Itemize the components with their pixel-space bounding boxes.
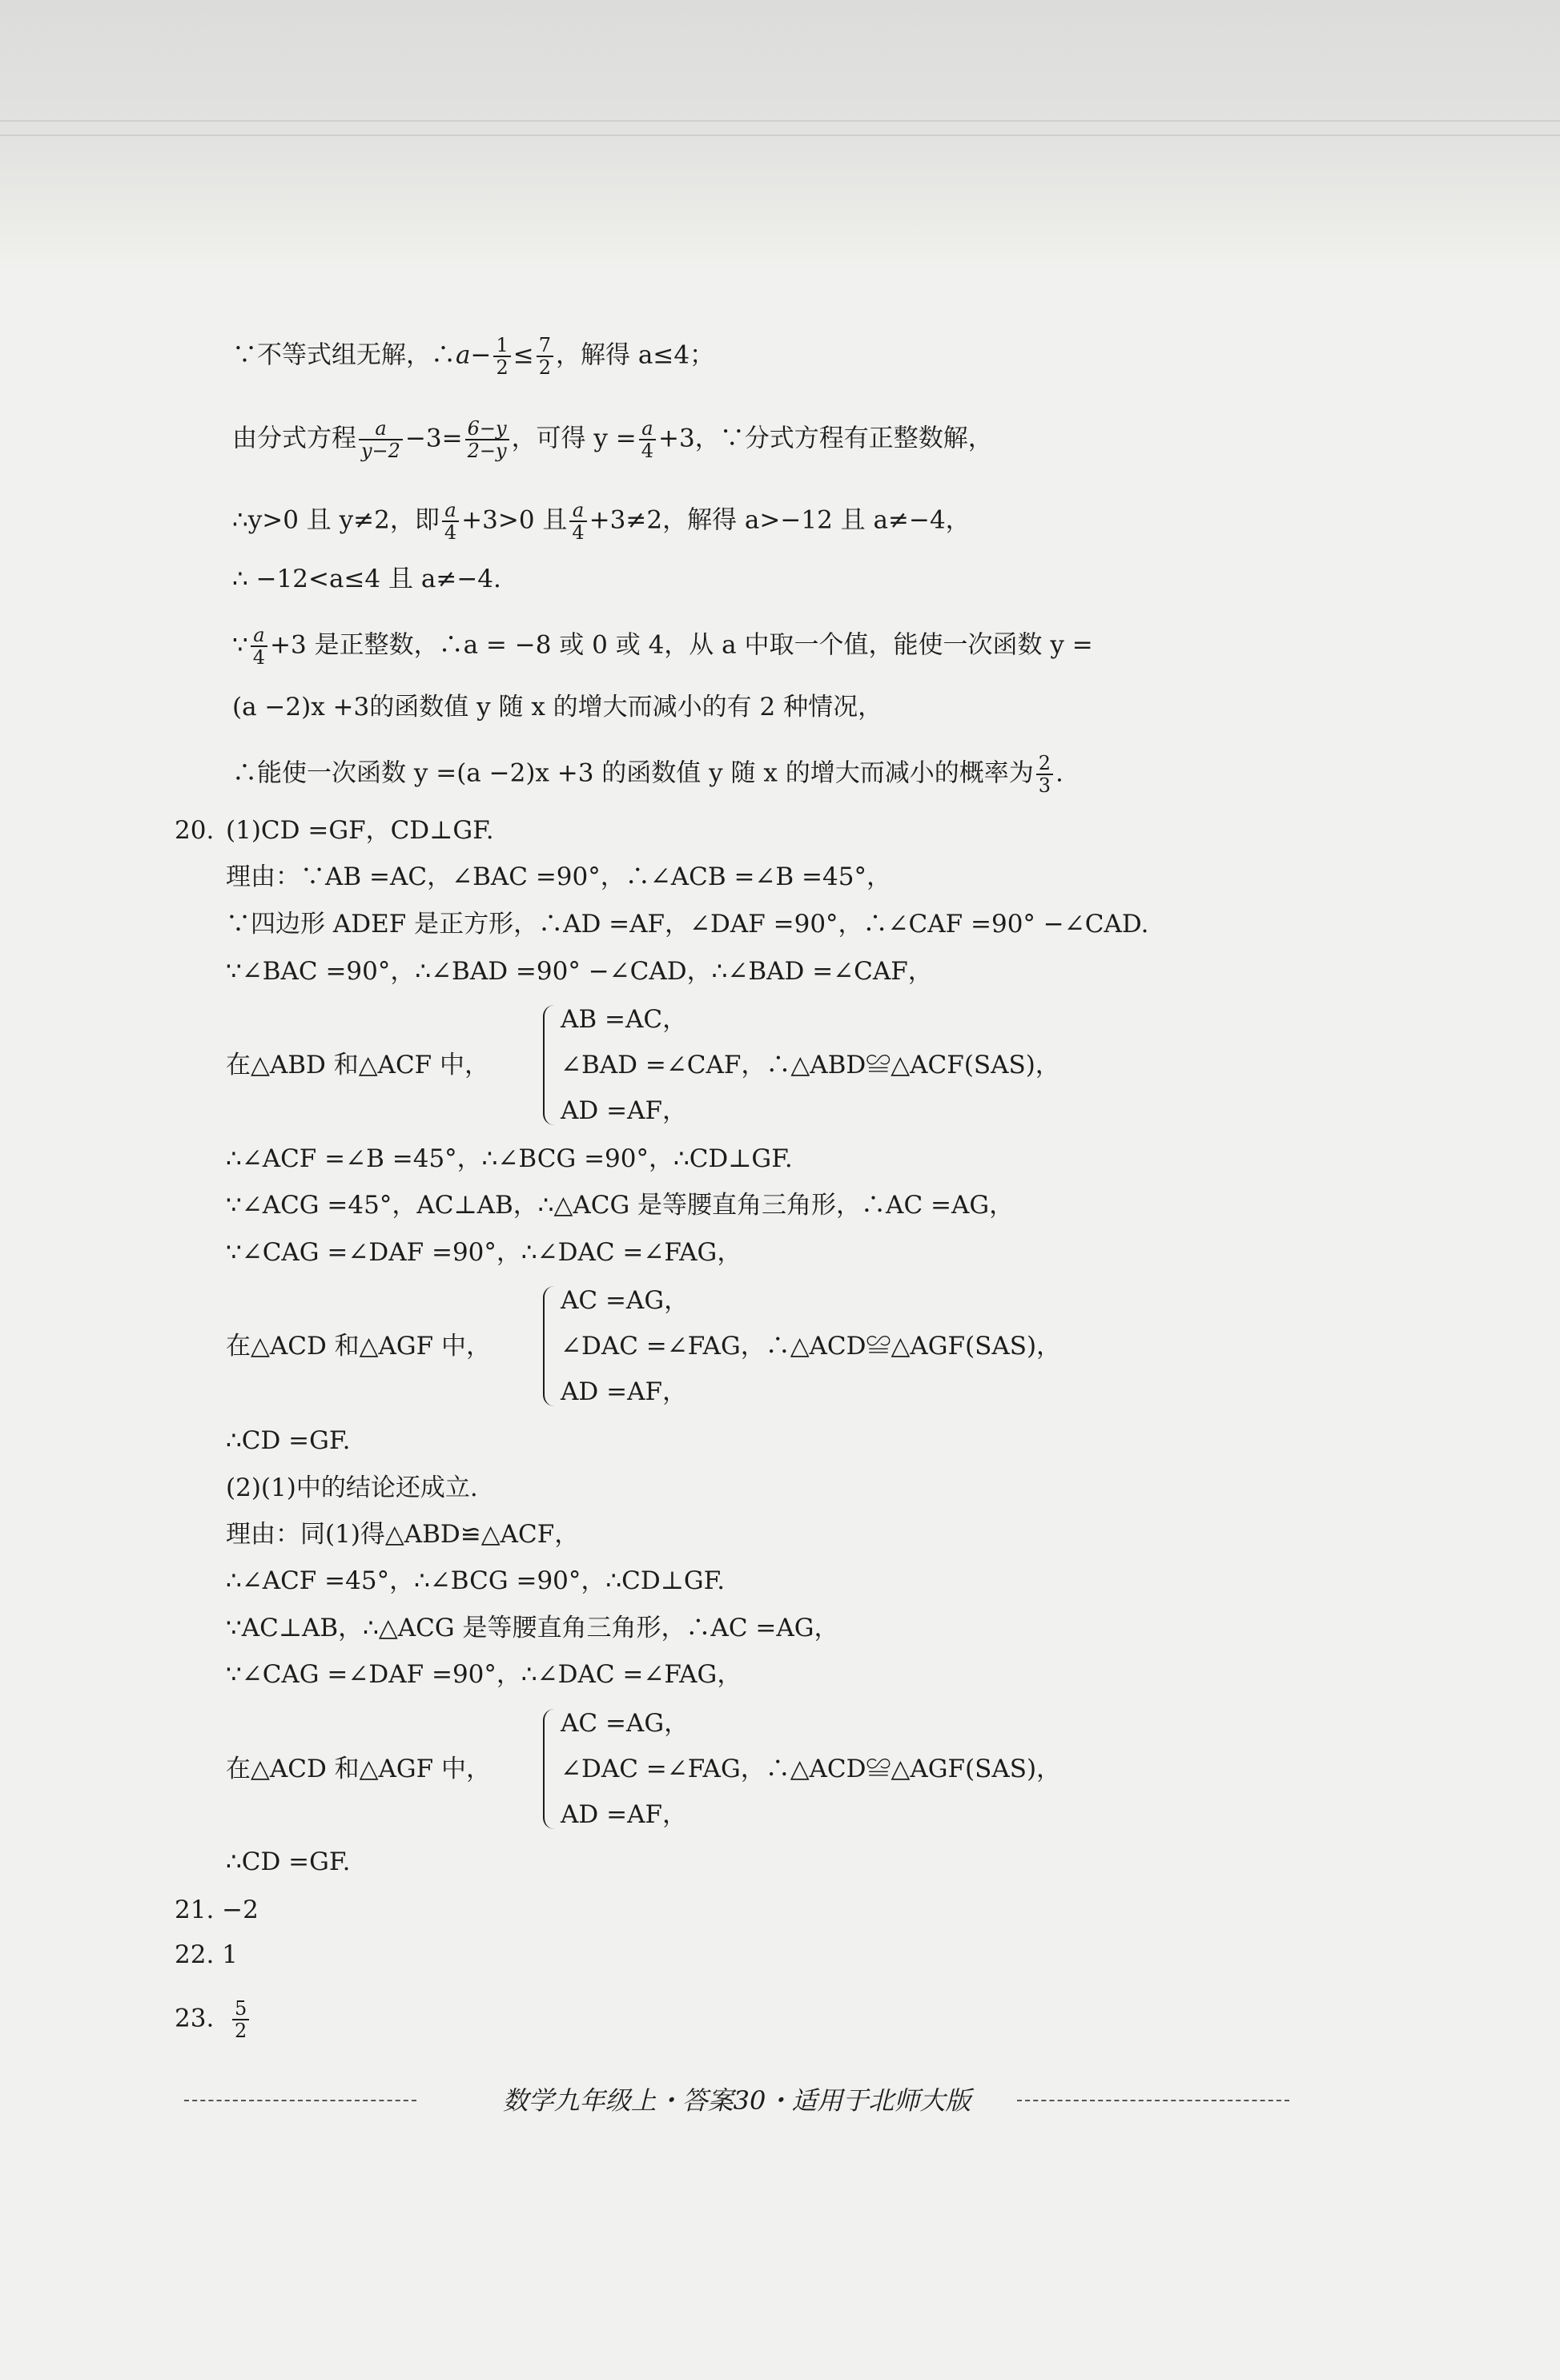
faint-rule [0, 120, 1560, 122]
answer-line-1 [232, 334, 715, 379]
answer-line-2 [232, 417, 993, 462]
answer-22: 22. 1 [175, 1940, 238, 1969]
system-row: ∠DAC =∠FAG，∴△ACD≌△AGF(SAS)， [561, 1332, 1062, 1361]
answer-line-5 [232, 624, 1093, 669]
fraction-numerator: 1 [493, 335, 510, 357]
footer-text-wrapper [184, 2082, 1289, 2119]
faint-rule [0, 135, 1560, 136]
fraction [569, 500, 586, 543]
q20-line: ∵∠ACG =45°，AC⊥AB，∴△ACG 是等腰直角三角形，∴AC =AG， [226, 1191, 1015, 1220]
text: 由分式方程 [232, 424, 356, 453]
text: −3= [404, 424, 463, 453]
fraction-numerator: 6−y [465, 418, 509, 440]
answer-line-6: (a −2)x +3的函数值 y 随 x 的增大而减小的有 2 种情况， [232, 693, 883, 722]
fraction [359, 418, 403, 461]
answer-line-7 [232, 752, 1063, 797]
system-row: AB =AC， [561, 1005, 688, 1034]
system-row: ∠DAC =∠FAG，∴△ACD≌△AGF(SAS)， [561, 1755, 1062, 1783]
system-row: ∠BAD =∠CAF，∴△ABD≌△ACF(SAS)， [561, 1051, 1060, 1079]
text: +3 是正整数，∴a = −8 或 0 或 4，从 a 中取一个值，能使一次函数 y = [270, 630, 1093, 660]
q20-line: (2)(1)中的结论还成立. [226, 1473, 478, 1502]
text: +3，∵分式方程有正整数解， [658, 424, 993, 453]
system-row: AC =AG， [561, 1709, 690, 1738]
fraction-numerator: a [639, 418, 656, 440]
fraction-denominator: 4 [641, 440, 654, 462]
fraction [232, 1998, 249, 2041]
q20-line: 理由：同(1)得△ABD≌△ACF， [226, 1520, 580, 1549]
left-brace-icon [543, 1286, 556, 1406]
fraction-denominator: 2 [538, 356, 552, 379]
footer-text: 数学九年级上・答案30・适用于北师大版 [493, 2085, 981, 2116]
fraction [493, 335, 510, 378]
fraction [442, 500, 459, 543]
fraction-numerator: 2 [1036, 753, 1053, 775]
answer-line-4: ∴ −12<a≤4 且 a≠−4. [232, 565, 501, 593]
fraction [537, 335, 553, 378]
question-number: 23. [175, 2004, 215, 2033]
text: ，解得 a≤4； [556, 340, 715, 370]
fraction-numerator: a [251, 625, 267, 647]
system-label: 在△ABD 和△ACF 中， [226, 1051, 490, 1079]
q20-line: ∴∠ACF =45°，∴∠BCG =90°，∴CD⊥GF. [226, 1566, 726, 1595]
system-row: AC =AG， [561, 1286, 690, 1315]
q20-line: (1)CD =GF，CD⊥GF. [226, 816, 494, 845]
fraction-denominator: 2 [496, 356, 509, 379]
q20-line: ∵四边形 ADEF 是正方形，∴AD =AF，∠DAF =90°，∴∠CAF =90° −∠CAD. [226, 910, 1149, 939]
q20-line: ∵AC⊥AB，∴△ACG 是等腰直角三角形，∴AC =AG， [226, 1614, 839, 1642]
fraction-numerator: 7 [537, 335, 553, 357]
fraction-denominator: 3 [1038, 774, 1051, 797]
left-brace-icon [543, 1005, 556, 1125]
text: +3>0 且 [461, 505, 568, 535]
text: +3≠2，解得 a>−12 且 a≠−4， [589, 505, 971, 535]
fraction [251, 625, 267, 668]
text: . [1055, 758, 1063, 788]
text: ∴能使一次函数 y =(a −2)x +3 的函数值 y 随 x 的增大而减小的概率为 [232, 758, 1034, 788]
fraction-denominator: 4 [572, 521, 585, 544]
left-brace-icon [543, 1709, 556, 1829]
text: − [470, 340, 492, 370]
system-label: 在△ACD 和△AGF 中， [226, 1332, 492, 1361]
q20-line: ∵∠CAG =∠DAF =90°，∴∠DAC =∠FAG， [226, 1660, 742, 1689]
q20-line: 理由：∵AB =AC，∠BAC =90°，∴∠ACB =∠B =45°， [226, 862, 891, 891]
fraction-numerator: 5 [232, 1998, 249, 2020]
answer-line-3 [232, 499, 971, 544]
text: ≤ [513, 340, 534, 370]
fraction-numerator: a [359, 418, 403, 440]
q20-line: ∵∠BAC =90°，∴∠BAD =90° −∠CAD，∴∠BAD =∠CAF， [226, 957, 933, 986]
fraction-numerator: a [569, 500, 586, 522]
page-footer [184, 2082, 1289, 2119]
fraction-numerator: a [442, 500, 459, 522]
fraction [465, 418, 509, 461]
answer-21: 21. −2 [175, 1896, 259, 1924]
system-row: AD =AF， [561, 1800, 687, 1829]
system-row: AD =AF， [561, 1096, 687, 1125]
text: ∵ [232, 630, 248, 660]
system-row: AD =AF， [561, 1377, 687, 1406]
question-number-20: 20. [175, 816, 215, 845]
q20-line: ∴CD =GF. [226, 1426, 351, 1455]
answer-23 [175, 1997, 251, 2042]
text: ∴y>0 且 y≠2，即 [232, 505, 440, 535]
fraction-denominator: 2−y [467, 440, 507, 462]
q20-line: ∵∠CAG =∠DAF =90°，∴∠DAC =∠FAG， [226, 1238, 742, 1267]
fraction [1036, 753, 1053, 796]
q20-line: ∴∠ACF =∠B =45°，∴∠BCG =90°，∴CD⊥GF. [226, 1144, 793, 1173]
fraction-denominator: y−2 [361, 440, 400, 462]
text: ，可得 y = [511, 424, 637, 453]
q20-line: ∴CD =GF. [226, 1847, 351, 1876]
system-label: 在△ACD 和△AGF 中， [226, 1755, 492, 1783]
scan-shadow-band [0, 0, 1560, 272]
text: ∵不等式组无解，∴ [232, 340, 456, 370]
fraction-denominator: 4 [252, 646, 266, 669]
fraction-denominator: 4 [444, 521, 457, 544]
fraction [639, 418, 656, 461]
fraction-denominator: 2 [235, 2020, 247, 2042]
text: a [456, 340, 471, 370]
